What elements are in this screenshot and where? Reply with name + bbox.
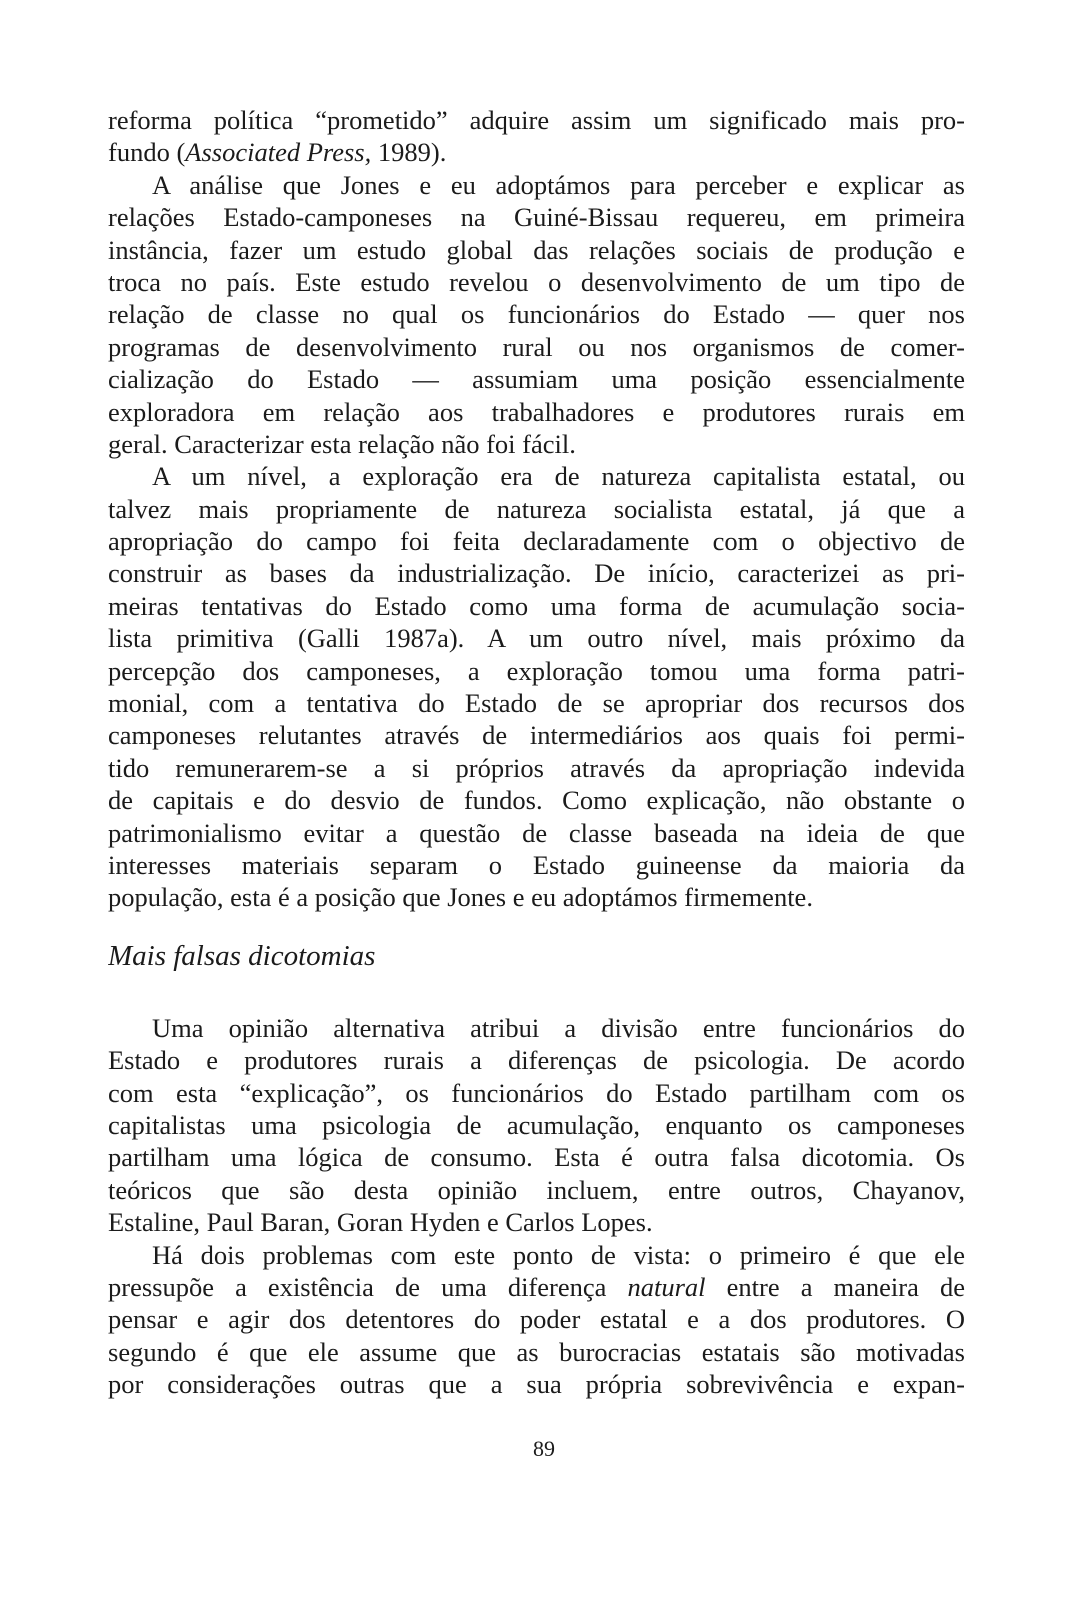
text-line: cialização do Estado — assumiam uma posição essencialmente [108, 364, 965, 395]
page-number: 89 [533, 1436, 555, 1461]
paragraph-5 [108, 1239, 965, 1401]
paragraph-1 [108, 104, 965, 169]
text-line: Estaline, Paul Baran, Goran Hyden e Carlos Lopes. [108, 1207, 653, 1238]
text-line: construir as bases da industrialização. De início, caracterizei as pri- [108, 558, 965, 589]
text-line: relações Estado-camponeses na Guiné-Bissau requereu, em primeira [108, 202, 965, 233]
text-line: apropriação do campo foi feita declaradamente com o objectivo de [108, 526, 965, 557]
italic-citation: Associated Press, [185, 137, 372, 168]
text-span: fundo ( [108, 137, 186, 168]
paragraph-3 [108, 460, 965, 913]
paragraph-4 [108, 1012, 965, 1239]
text-line: meiras tentativas do Estado como uma forma de acumulação socia- [108, 590, 965, 621]
page-body [108, 104, 965, 1400]
text-line: de capitais e do desvio de fundos. Como explicação, não obstante o [108, 785, 965, 816]
text-span: entre a maneira de [705, 1271, 965, 1302]
text-line: troca no país. Este estudo revelou o desenvolvimento de um tipo de [108, 266, 965, 297]
text-line [108, 1271, 965, 1303]
text-line: com esta “explicação”, os funcionários do Estado partilham com os [108, 1077, 965, 1108]
text-line: percepção dos camponeses, a exploração tomou uma forma patri- [108, 655, 965, 686]
text-line: monial, com a tentativa do Estado de se apropriar dos recursos dos [108, 688, 965, 719]
text-line: talvez mais propriamente de natureza socialista estatal, já que a [108, 493, 965, 524]
text-line: exploradora em relação aos trabalhadores e produtores rurais em [108, 396, 965, 427]
text-line [108, 136, 965, 168]
text-line: tido remunerarem-se a si próprios através da apropriação indevida [108, 752, 965, 783]
text-line: Há dois problemas com este ponto de vista: o primeiro é que ele [152, 1239, 965, 1270]
text-line: geral. Caracterizar esta relação não foi fácil. [108, 428, 576, 459]
text-line: Uma opinião alternativa atribui a divisão entre funcionários do [152, 1012, 965, 1043]
italic-emphasis: natural [627, 1271, 706, 1302]
text-line: relação de classe no qual os funcionários do Estado — quer nos [108, 299, 965, 330]
text-line: interesses materiais separam o Estado guineense da maioria da [108, 849, 965, 880]
text-line: A um nível, a exploração era de natureza capitalista estatal, ou [152, 461, 965, 492]
text-span: 1989). [371, 137, 447, 168]
text-line: reforma política “prometido” adquire assim um significado mais pro- [108, 105, 965, 135]
text-line: programas de desenvolvimento rural ou nos organismos de comer- [108, 331, 965, 362]
text-line: camponeses relutantes através de intermediários aos quais foi permi- [108, 720, 965, 751]
text-line: população, esta é a posição que Jones e eu adoptámos firmemente. [108, 882, 813, 913]
section-heading: Mais falsas dicotomias [108, 939, 376, 972]
text-line: por considerações outras que a sua própria sobrevivência e expan- [108, 1369, 965, 1400]
text-line: pensar e agir dos detentores do poder estatal e a dos produtores. O [108, 1304, 965, 1335]
text-line: A análise que Jones e eu adoptámos para perceber e explicar as [152, 169, 965, 200]
text-line: Estado e produtores rurais a diferenças de psicologia. De acordo [108, 1045, 965, 1076]
text-span: pressupõe a existência de uma diferença [108, 1271, 628, 1302]
text-line: teóricos que são desta opinião incluem, entre outros, Chayanov, [108, 1174, 965, 1205]
text-line: lista primitiva (Galli 1987a). A um outro nível, mais próximo da [108, 623, 965, 654]
text-line: capitalistas uma psicologia de acumulação, enquanto os camponeses [108, 1109, 965, 1140]
text-line: instância, fazer um estudo global das relações sociais de produção e [108, 234, 965, 265]
text-line: partilham uma lógica de consumo. Esta é outra falsa dicotomia. Os [108, 1142, 965, 1173]
text-line: segundo é que ele assume que as burocracias estatais são motivadas [108, 1336, 965, 1367]
paragraph-2 [108, 169, 965, 461]
text-line: patrimonialismo evitar a questão de classe baseada na ideia de que [108, 817, 965, 848]
